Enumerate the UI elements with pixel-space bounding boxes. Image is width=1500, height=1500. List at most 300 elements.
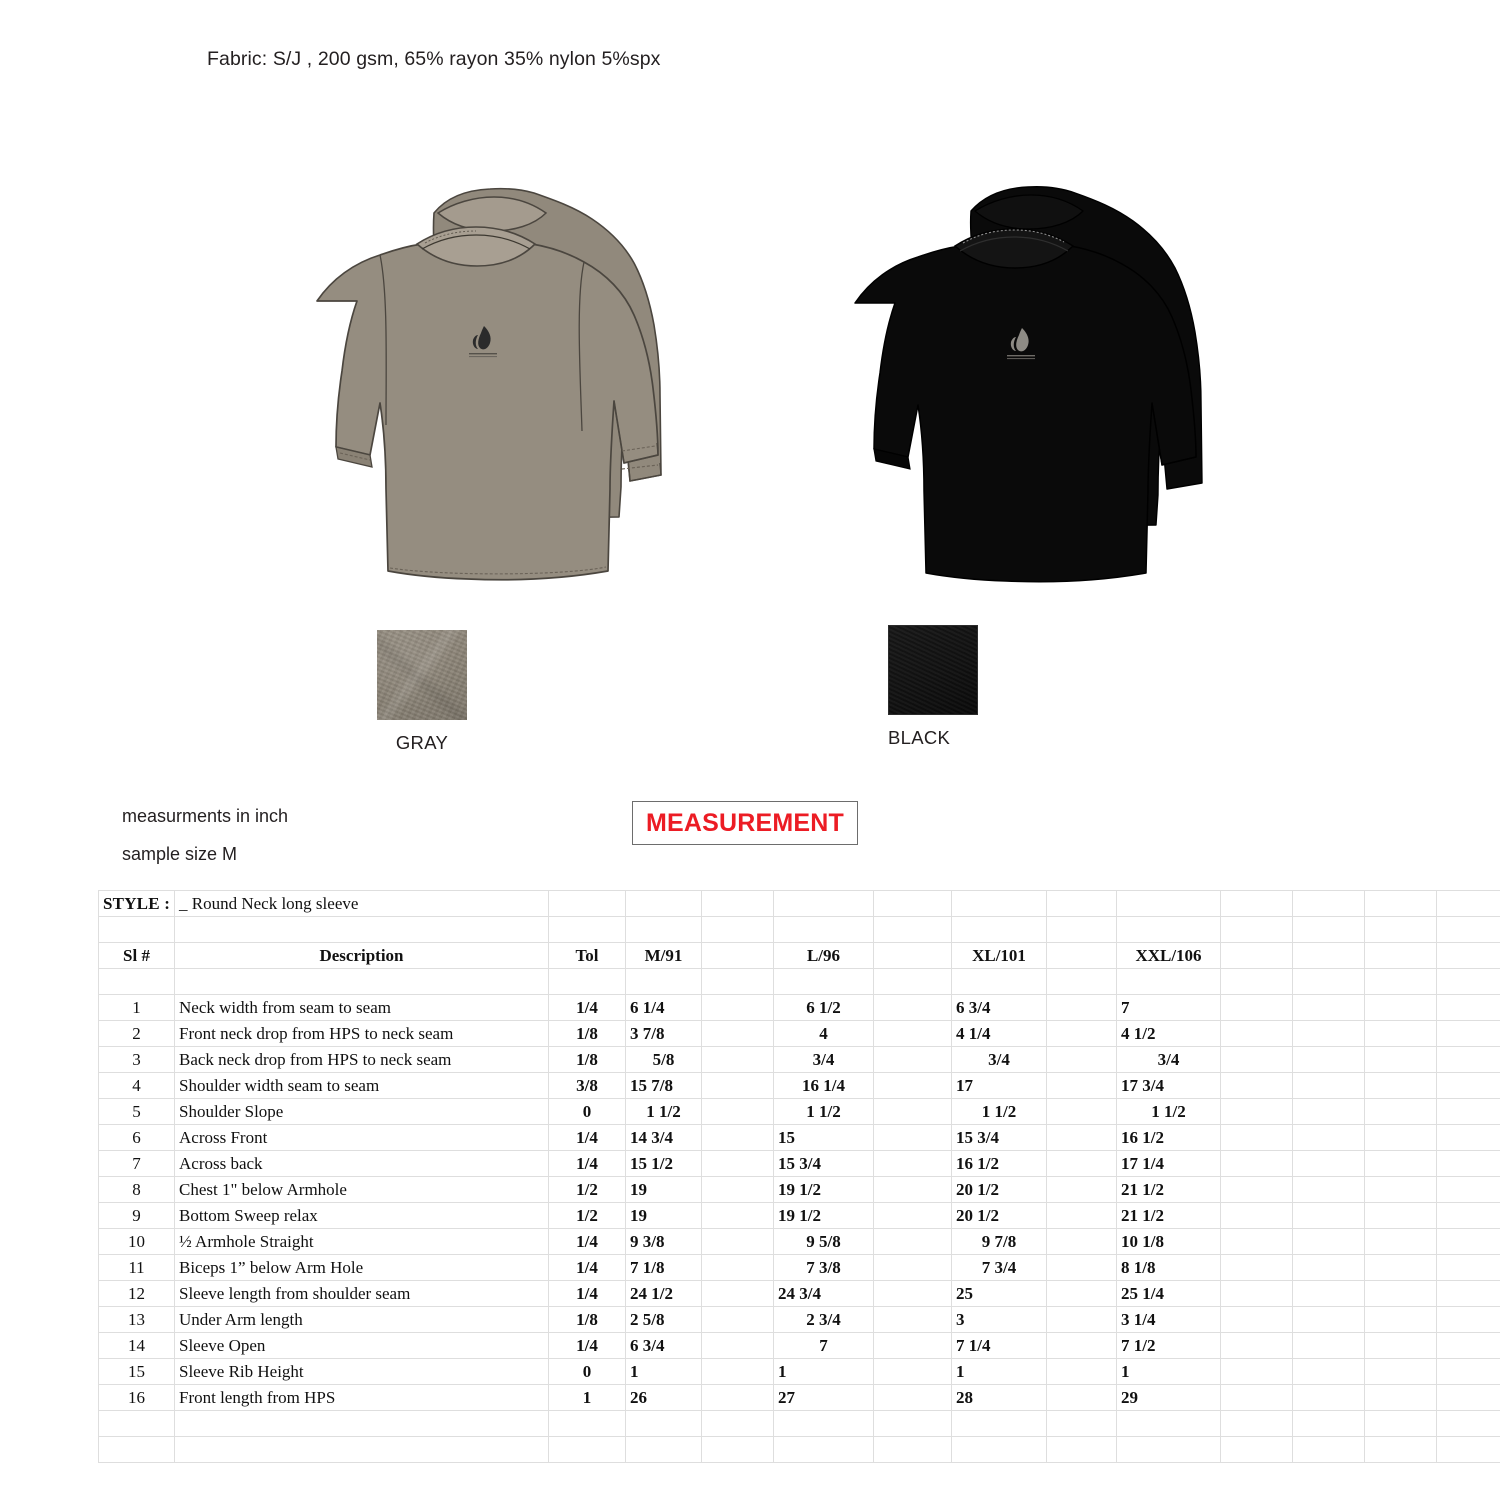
cell-description: Biceps 1” below Arm Hole [175,1255,549,1281]
sheet-cell [626,1437,702,1463]
cell-spacer [874,1359,952,1385]
table-row [99,1047,1500,1073]
cell-spacer [874,1151,952,1177]
cell-xxl: 4 1/2 [1117,1021,1221,1047]
sheet-cell [1437,1229,1500,1255]
cell-tol: 0 [549,1099,626,1125]
column-header-xl: XL/101 [952,943,1047,969]
sheet-cell [702,891,774,917]
sheet-cell [702,1437,774,1463]
sheet-cell [1437,1073,1500,1099]
sheet-cell [175,1437,549,1463]
sheet-cell [1437,1047,1500,1073]
cell-tol: 3/8 [549,1073,626,1099]
sheet-cell [1117,969,1221,995]
sheet-cell [1437,891,1500,917]
cell-empty [1365,1281,1437,1307]
cell-xl: 15 3/4 [952,1125,1047,1151]
column-header-m: M/91 [626,943,702,969]
cell-empty [1293,1099,1365,1125]
cell-empty [1293,1125,1365,1151]
cell-sl: 6 [99,1125,175,1151]
cell-m: 1 [626,1359,702,1385]
sheet-cell [1437,1437,1500,1463]
cell-tol: 1/4 [549,995,626,1021]
gray-swatch-label: GRAY [395,732,449,753]
cell-spacer [1047,1255,1117,1281]
cell-description: Front neck drop from HPS to neck seam [175,1021,549,1047]
cell-tol: 1 [549,1385,626,1411]
cell-tol: 1/2 [549,1177,626,1203]
cell-spacer [1047,1021,1117,1047]
cell-empty [1365,1255,1437,1281]
cell-xxl: 3/4 [1117,1047,1221,1073]
cell-empty [1293,1307,1365,1333]
cell-description: Sleeve length from shoulder seam [175,1281,549,1307]
cell-tol: 1/4 [549,1281,626,1307]
sheet-cell [1437,1151,1500,1177]
gray-front-tee [317,227,658,580]
cell-empty [1221,1151,1293,1177]
sheet-cell [1437,1255,1500,1281]
cell-spacer [702,1203,774,1229]
cell-xxl: 7 1/2 [1117,1333,1221,1359]
sheet-cell [99,1437,175,1463]
style-label: STYLE : [99,891,175,917]
cell-empty [1293,1151,1365,1177]
cell-sl: 5 [99,1099,175,1125]
cell-empty [1293,1281,1365,1307]
sheet-cell [1293,1411,1365,1437]
cell-xxl: 10 1/8 [1117,1229,1221,1255]
sheet-cell [874,969,952,995]
sheet-cell [702,969,774,995]
sheet-cell [1293,917,1365,943]
cell-spacer [1047,1125,1117,1151]
table-row [99,1385,1500,1411]
sheet-cell [1437,1099,1500,1125]
cell-empty [1365,1151,1437,1177]
sheet-cell [1221,891,1293,917]
sheet-cell [1437,1307,1500,1333]
cell-spacer [702,1151,774,1177]
cell-empty [1293,1073,1365,1099]
cell-xl: 3 [952,1307,1047,1333]
cell-m: 6 3/4 [626,1333,702,1359]
table-row [99,1021,1500,1047]
cell-spacer [874,1307,952,1333]
cell-xxl: 16 1/2 [1117,1125,1221,1151]
sheet-cell [549,917,626,943]
spacer-row [99,917,1500,943]
sheet-cell [1437,943,1500,969]
sheet-cell [702,1411,774,1437]
column-header-xxl: XXL/106 [1117,943,1221,969]
cell-empty [1293,1359,1365,1385]
cell-xxl: 17 3/4 [1117,1073,1221,1099]
cell-l: 6 1/2 [774,995,874,1021]
cell-m: 3 7/8 [626,1021,702,1047]
sheet-cell [549,1437,626,1463]
cell-description: Across back [175,1151,549,1177]
table-row [99,1125,1500,1151]
cell-xl: 1 [952,1359,1047,1385]
cell-empty [1293,1255,1365,1281]
sample-size-note: sample size M [122,844,238,864]
cell-description: Shoulder Slope [175,1099,549,1125]
black-tee-svg [823,183,1233,593]
cell-sl: 12 [99,1281,175,1307]
cell-l: 15 3/4 [774,1151,874,1177]
cell-empty [1293,1021,1365,1047]
table-row [99,1307,1500,1333]
sheet-cell [1047,891,1117,917]
sheet-cell [1437,1411,1500,1437]
cell-spacer [874,1125,952,1151]
sheet-cell [1365,1411,1437,1437]
table-row [99,1177,1500,1203]
cell-spacer [874,1047,952,1073]
black-fabric-swatch [888,625,978,715]
cell-empty [1293,1203,1365,1229]
sheet-cell [175,969,549,995]
sheet-cell [1365,969,1437,995]
gray-fabric-swatch [377,630,467,720]
column-header-sl: Sl # [99,943,175,969]
sheet-cell [1117,1437,1221,1463]
cell-spacer [1047,1047,1117,1073]
sheet-cell [1117,891,1221,917]
cell-m: 19 [626,1177,702,1203]
cell-spacer [874,1203,952,1229]
cell-xxl: 1 [1117,1359,1221,1385]
table-header-row [99,943,1500,969]
fabric-note: Fabric: S/J , 200 gsm, 65% rayon 35% nylon 5%spx [207,48,661,70]
table-row [99,1073,1500,1099]
sheet-cell [1437,969,1500,995]
cell-xl: 9 7/8 [952,1229,1047,1255]
style-row [99,891,1500,917]
sheet-cell [99,1411,175,1437]
cell-spacer [702,1307,774,1333]
sheet-cell [626,891,702,917]
sheet-cell [952,969,1047,995]
cell-empty [1293,1385,1365,1411]
cell-spacer [874,1021,952,1047]
cell-sl: 10 [99,1229,175,1255]
cell-l: 16 1/4 [774,1073,874,1099]
cell-spacer [1047,1099,1117,1125]
cell-empty [1221,1125,1293,1151]
cell-spacer [702,1125,774,1151]
cell-sl: 2 [99,1021,175,1047]
cell-empty [1221,1229,1293,1255]
cell-empty [1221,1021,1293,1047]
sheet-cell [1117,917,1221,943]
cell-description: Sleeve Rib Height [175,1359,549,1385]
cell-description: Front length from HPS [175,1385,549,1411]
cell-l: 2 3/4 [774,1307,874,1333]
black-front-tee [855,229,1196,582]
cell-sl: 8 [99,1177,175,1203]
cell-sl: 16 [99,1385,175,1411]
sheet-cell [1047,1437,1117,1463]
sheet-trailing-row [99,1411,1500,1437]
cell-spacer [1047,1177,1117,1203]
cell-sl: 3 [99,1047,175,1073]
header-underband-row [99,969,1500,995]
sheet-cell [626,917,702,943]
cell-tol: 1/8 [549,1021,626,1047]
measurement-badge [632,801,858,845]
sheet-cell [1437,1385,1500,1411]
cell-spacer [702,1099,774,1125]
sheet-cell [774,1437,874,1463]
cell-empty [1221,1281,1293,1307]
units-note: measurments in inch [122,806,289,826]
cell-m: 19 [626,1203,702,1229]
sheet-cell [549,891,626,917]
table-row [99,1229,1500,1255]
cell-spacer [1047,1203,1117,1229]
column-header-empty-1 [1221,943,1293,969]
cell-empty [1221,1099,1293,1125]
cell-empty [1221,995,1293,1021]
sheet-cell [1365,1437,1437,1463]
sheet-cell [874,1437,952,1463]
cell-empty [1365,1099,1437,1125]
sheet-cell [1293,969,1365,995]
sheet-cell [1437,1333,1500,1359]
cell-sl: 14 [99,1333,175,1359]
cell-tol: 1/2 [549,1203,626,1229]
cell-l: 7 3/8 [774,1255,874,1281]
cell-xl: 20 1/2 [952,1203,1047,1229]
table-row [99,995,1500,1021]
sheet-cell [1437,1177,1500,1203]
cell-empty [1221,1177,1293,1203]
sheet-cell [1293,1437,1365,1463]
cell-empty [1221,1047,1293,1073]
sheet-trailing-row [99,1437,1500,1463]
sheet-cell [549,969,626,995]
cell-description: Chest 1" below Armhole [175,1177,549,1203]
sheet-cell [1047,969,1117,995]
cell-description: Back neck drop from HPS to neck seam [175,1047,549,1073]
column-header-spacer-2 [874,943,952,969]
cell-description: Sleeve Open [175,1333,549,1359]
cell-xl: 28 [952,1385,1047,1411]
cell-empty [1365,1385,1437,1411]
cell-xl: 17 [952,1073,1047,1099]
sheet-cell [1437,1203,1500,1229]
cell-spacer [874,1385,952,1411]
cell-spacer [874,1229,952,1255]
cell-sl: 7 [99,1151,175,1177]
sheet-cell [1293,891,1365,917]
cell-description: Shoulder width seam to seam [175,1073,549,1099]
column-header-empty-3 [1365,943,1437,969]
cell-spacer [1047,1281,1117,1307]
gray-tee-svg [262,183,702,593]
black-garment-illustration [823,183,1233,593]
cell-spacer [874,1255,952,1281]
cell-spacer [874,1073,952,1099]
cell-empty [1365,1307,1437,1333]
cell-sl: 9 [99,1203,175,1229]
sheet-cell [99,917,175,943]
cell-spacer [702,1177,774,1203]
cell-xxl: 29 [1117,1385,1221,1411]
cell-xl: 7 1/4 [952,1333,1047,1359]
style-value[interactable]: _ Round Neck long sleeve [175,891,549,917]
cell-m: 15 1/2 [626,1151,702,1177]
gray-garment-illustration [262,183,702,593]
sheet-cell [1437,1359,1500,1385]
cell-spacer [1047,1359,1117,1385]
measurement-sheet [98,890,1420,1463]
sheet-cell [626,1411,702,1437]
cell-description: Bottom Sweep relax [175,1203,549,1229]
cell-spacer [1047,1307,1117,1333]
cell-empty [1365,1047,1437,1073]
cell-tol: 1/8 [549,1307,626,1333]
cell-empty [1221,1359,1293,1385]
cell-description: ½ Armhole Straight [175,1229,549,1255]
cell-description: Neck width from seam to seam [175,995,549,1021]
cell-sl: 11 [99,1255,175,1281]
cell-xl: 1 1/2 [952,1099,1047,1125]
cell-m: 24 1/2 [626,1281,702,1307]
cell-sl: 15 [99,1359,175,1385]
sheet-cell [774,1411,874,1437]
cell-tol: 1/4 [549,1125,626,1151]
table-row [99,1099,1500,1125]
column-header-tol: Tol [549,943,626,969]
cell-l: 7 [774,1333,874,1359]
sheet-cell [874,891,952,917]
sheet-cell [1437,1125,1500,1151]
cell-xxl: 8 1/8 [1117,1255,1221,1281]
sheet-cell [1047,917,1117,943]
sheet-cell [702,917,774,943]
sheet-cell [1365,917,1437,943]
column-header-l: L/96 [774,943,874,969]
cell-description: Across Front [175,1125,549,1151]
sheet-cell [175,1411,549,1437]
sheet-cell [99,969,175,995]
cell-xl: 4 1/4 [952,1021,1047,1047]
cell-empty [1293,995,1365,1021]
cell-empty [1365,1073,1437,1099]
cell-spacer [1047,1073,1117,1099]
sheet-cell [1365,891,1437,917]
column-header-empty-2 [1293,943,1365,969]
cell-xxl: 17 1/4 [1117,1151,1221,1177]
cell-empty [1293,1229,1365,1255]
measurement-table [98,890,1500,1463]
cell-empty [1293,1333,1365,1359]
colorway-gray [377,630,467,754]
cell-empty [1293,1177,1365,1203]
cell-empty [1221,1203,1293,1229]
cell-sl: 4 [99,1073,175,1099]
sheet-cell [1221,969,1293,995]
cell-spacer [702,1333,774,1359]
table-row [99,1359,1500,1385]
cell-sl: 1 [99,995,175,1021]
cell-tol: 1/4 [549,1151,626,1177]
sheet-cell [549,1411,626,1437]
cell-m: 1 1/2 [626,1099,702,1125]
cell-spacer [1047,1151,1117,1177]
cell-spacer [702,1047,774,1073]
cell-spacer [702,1255,774,1281]
cell-empty [1221,1333,1293,1359]
black-swatch-label: BLACK [888,727,951,748]
cell-m: 9 3/8 [626,1229,702,1255]
cell-l: 4 [774,1021,874,1047]
cell-tol: 1/8 [549,1047,626,1073]
column-header-spacer-1 [702,943,774,969]
cell-xxl: 1 1/2 [1117,1099,1221,1125]
cell-spacer [702,1073,774,1099]
cell-xl: 20 1/2 [952,1177,1047,1203]
cell-description: Under Arm length [175,1307,549,1333]
cell-sl: 13 [99,1307,175,1333]
cell-tol: 1/4 [549,1229,626,1255]
cell-tol: 0 [549,1359,626,1385]
cell-xl: 3/4 [952,1047,1047,1073]
cell-empty [1365,1021,1437,1047]
sheet-cell [1047,1411,1117,1437]
cell-spacer [874,1177,952,1203]
cell-m: 2 5/8 [626,1307,702,1333]
cell-empty [1221,1255,1293,1281]
cell-xxl: 25 1/4 [1117,1281,1221,1307]
cell-l: 1 1/2 [774,1099,874,1125]
sheet-cell [1437,1021,1500,1047]
cell-empty [1221,1073,1293,1099]
cell-l: 24 3/4 [774,1281,874,1307]
cell-empty [1365,1229,1437,1255]
measurement-badge-label: MEASUREMENT [645,808,845,837]
sheet-cell [1117,1411,1221,1437]
colorway-black [888,625,978,749]
sheet-cell [1437,995,1500,1021]
cell-l: 19 1/2 [774,1203,874,1229]
cell-empty [1365,1203,1437,1229]
cell-l: 15 [774,1125,874,1151]
table-row [99,1151,1500,1177]
sheet-cell [774,917,874,943]
cell-spacer [1047,1333,1117,1359]
cell-xl: 6 3/4 [952,995,1047,1021]
cell-xl: 25 [952,1281,1047,1307]
cell-xxl: 21 1/2 [1117,1177,1221,1203]
sheet-cell [1437,917,1500,943]
cell-xl: 7 3/4 [952,1255,1047,1281]
column-header-description: Description [175,943,549,969]
cell-m: 15 7/8 [626,1073,702,1099]
sheet-cell [874,1411,952,1437]
table-row [99,1255,1500,1281]
cell-xxl: 21 1/2 [1117,1203,1221,1229]
cell-empty [1365,1333,1437,1359]
cell-m: 5/8 [626,1047,702,1073]
sheet-cell [774,891,874,917]
cell-empty [1293,1047,1365,1073]
